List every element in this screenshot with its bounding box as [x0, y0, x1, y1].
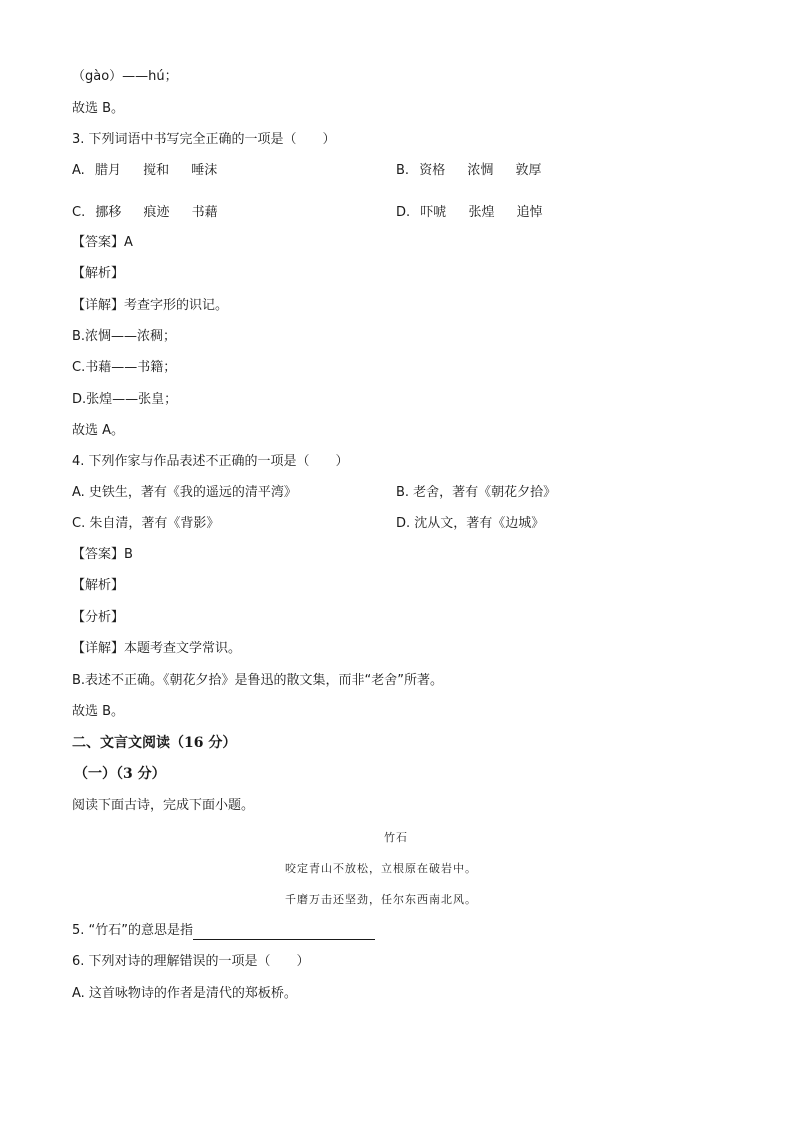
explanation-line: C.书藉——书籍； [72, 360, 177, 375]
question-4: 4. 下列作家与作品表述不正确的一项是（ ） [72, 454, 349, 469]
subsection-heading: （一）（3 分） [74, 766, 166, 782]
fenxi-label: 【分析】 [72, 610, 125, 625]
q3-option-a [72, 162, 235, 180]
question-5-text: 5. “竹石”的意思是指 [72, 923, 194, 938]
text-line: （gào）——hú； [72, 69, 178, 84]
option-word: 腊月 [94, 163, 121, 178]
choose-line: 故选 A。 [72, 423, 125, 438]
section-heading: 二、文言文阅读（16 分） [72, 735, 237, 751]
answer-label: 【答案】B [72, 547, 133, 562]
option-word: 书藉 [191, 205, 218, 220]
option-word: 吓唬 [420, 205, 447, 220]
detail-text: 【详解】本题考查文学常识。 [72, 641, 242, 656]
analysis-label: 【解析】 [72, 266, 125, 281]
option-label: D. [396, 205, 411, 220]
option-label: C. [72, 205, 86, 220]
question-5 [72, 922, 375, 940]
q6-option-a: A. 这首咏物诗的作者是清代的郑板桥。 [72, 986, 297, 1001]
question-3: 3. 下列词语中书写完全正确的一项是（ ） [72, 132, 336, 147]
explanation-line: B.表述不正确。《朝花夕拾》是鲁迅的散文集，而非“老舍”所著。 [72, 673, 444, 688]
q3-option-b [396, 162, 560, 180]
option-label: A. [72, 163, 85, 178]
instruction-text: 阅读下面古诗，完成下面小题。 [72, 798, 255, 813]
q3-option-d [396, 204, 561, 222]
option-word: 资格 [419, 163, 446, 178]
analysis-label: 【解析】 [72, 578, 125, 593]
option-word: 敦厚 [515, 163, 542, 178]
question-6: 6. 下列对诗的理解错误的一项是（ ） [72, 954, 310, 969]
option-word: 搅和 [143, 163, 170, 178]
detail-text: 【详解】考查字形的识记。 [72, 298, 229, 313]
explanation-line: D.张煌——张皇； [72, 392, 178, 407]
option-word: 张煌 [468, 205, 495, 220]
option-word: 追悼 [516, 205, 543, 220]
option-word: 痕迹 [143, 205, 170, 220]
q4-option-c: C. 朱自清，著有《背影》 [72, 516, 220, 531]
q4-option-d: D. 沈从文，著有《边城》 [396, 516, 545, 531]
option-word: 挪移 [95, 205, 122, 220]
answer-label: 【答案】A [72, 235, 133, 250]
option-word: 唾沫 [191, 163, 218, 178]
option-label: B. [396, 163, 410, 178]
answer-blank[interactable] [193, 927, 375, 940]
poem-title: 竹石 [384, 831, 408, 844]
q4-option-b: B. 老舍，著有《朝花夕拾》 [396, 485, 557, 500]
q3-option-c [72, 204, 236, 222]
poem-line: 咬定青山不放松，立根原在破岩中。 [285, 862, 477, 875]
explanation-line: B.浓惆——浓稠； [72, 329, 177, 344]
q4-option-a: A. 史铁生，著有《我的遥远的清平湾》 [72, 485, 297, 500]
choose-line: 故选 B。 [72, 704, 125, 719]
text-line: 故选 B。 [72, 101, 125, 116]
poem-line: 千磨万击还坚劲，任尔东西南北风。 [285, 893, 477, 906]
option-word: 浓惆 [467, 163, 494, 178]
